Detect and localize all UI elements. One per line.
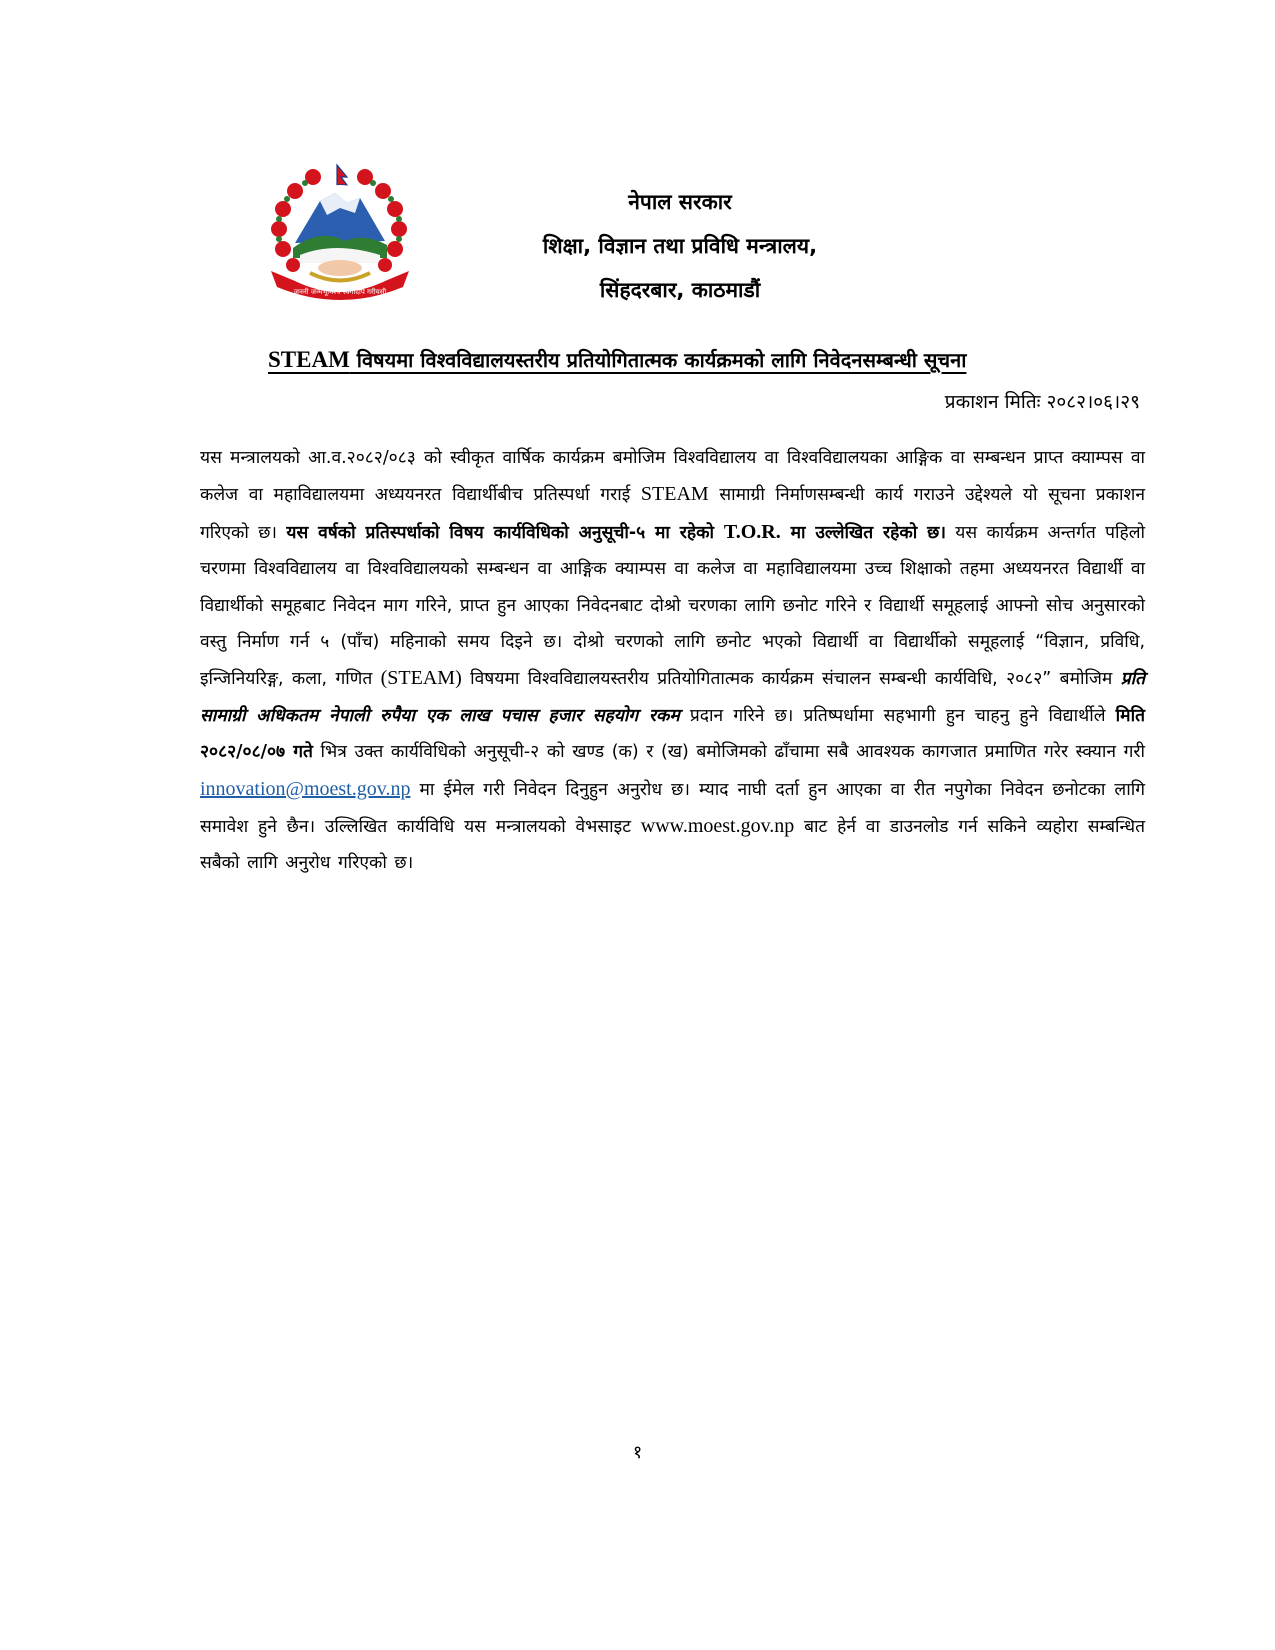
body-text-segment: बाट हेर्न वा डाउनलोड गर्न सकिने व्यहोरा सम्बन्धित सबैको लागि अनुरोध गरिएको छ।	[200, 817, 1145, 874]
publication-date	[945, 388, 1140, 414]
body-text-grant-amount: प्रति सामाग्री अधिकतम नेपाली रुपैया एक लाख पचास हजार सहयोग रकम	[200, 669, 1145, 726]
body-text-segment: भित्र उक्त कार्यविधिको अनुसूची-२ को खण्ड (क) र (ख) बमोजिमको ढाँचामा सबै आवश्यक कागजात प्रमाणित गरेर स्क्यान गरी	[312, 742, 1146, 763]
body-text-steam: STEAM	[640, 483, 709, 506]
email-link[interactable]: innovation@moest.gov.np	[200, 777, 411, 800]
notice-title	[268, 346, 1168, 373]
ministry-address: सिंहदरबार, काठमाडौं	[599, 278, 761, 302]
body-text-segment: विषयमा विश्वविद्यालयस्तरीय प्रतियोगितात्मक कार्यक्रम संचालन सम्बन्धी कार्यविधि, २०८२” बमोजिम	[461, 669, 1121, 690]
publication-date-label: प्रकाशन मितिः	[944, 391, 1041, 413]
body-text-bold: मा उल्लेखित रहेको छ।	[780, 522, 946, 543]
body-text-segment: मा ईमेल गरी निवेदन दिनुहुन अनुरोध छ। म्याद नाघी दर्ता हुन आएका वा रीत नपुगेका निवेदन छनोटका लागि समावेश हुने छैन। उल्लिखित कार्यविधि यस मन्त्रालयको वेभसाइट	[200, 779, 1145, 838]
publication-date-value: २०८२।०६।२९	[1046, 391, 1140, 413]
body-text-tor: T.O.R.	[723, 520, 781, 543]
page-number: १	[632, 1442, 643, 1463]
body-text-steam: (STEAM)	[380, 667, 462, 690]
website-text: www.moest.gov.np	[640, 815, 795, 838]
body-text-segment: यस कार्यक्रम अन्तर्गत पहिलो चरणमा विश्वविद्यालय वा विश्वविद्यालयको सम्बन्धन वा आङ्गिक क्याम्पस वा कलेज वा महाविद्यालयमा उच्च शिक्षाको तहमा अध्ययनरत विद्यार्थी वा विद्यार्थीको समूहबाट निवेदन माग गरिने, प्राप्त हुन आएका निवेदनबाट दोश्रो चरणका लागि छनोट गरिने र विद्यार्थी समूहलाई आफ्नो सोच अनुसारको वस्तु निर्माण गर्न ५ (पाँच) महिनाको समय दिइने छ। दोश्रो चरणको लागि छनोट भएको विद्यार्थी वा विद्यार्थीको समूहलाई “विज्ञान, प्रविधि, इन्जिनियरिङ्ग, कला, गणित	[200, 522, 1146, 690]
notice-title-text: विषयमा विश्वविद्यालयस्तरीय प्रतियोगितात्मक कार्यक्रमको लागि निवेदनसम्बन्धी सूचना	[349, 348, 967, 372]
nepal-emblem-icon	[265, 163, 415, 308]
emblem-motto: जननी जन्मभूमिश्च स्वर्गादपि गरीयसी	[293, 288, 387, 296]
ministry-name: शिक्षा, विज्ञान तथा प्रविधि मन्त्रालय,	[542, 234, 818, 258]
body-text-segment: प्रदान गरिने छ। प्रतिष्पर्धामा सहभागी हुन चाहनु हुने विद्यार्थीले	[679, 705, 1116, 726]
body-text-deadline: मिति २०८२/०८/०७ गते	[200, 705, 1145, 763]
notice-body-paragraph	[200, 440, 1145, 882]
body-text-segment: सामाग्री निर्माणसम्बन्धी कार्य गराउने उद्देश्यले यो सूचना प्रकाशन गरिएको छ।	[200, 485, 1145, 543]
notice-title-latin: STEAM	[268, 347, 350, 372]
body-text-bold: यस वर्षको प्रतिस्पर्धाको विषय कार्यविधिको अनुसूची-५ मा रहेको	[286, 522, 724, 543]
ministry-header	[470, 180, 890, 312]
government-name: नेपाल सरकार	[628, 190, 732, 214]
body-text-segment: यस मन्त्रालयको आ.व.२०८२/०८३ को स्वीकृत वार्षिक कार्यक्रम बमोजिम विश्वविद्यालय वा विश्वविद्यालयका आङ्गिक वा सम्बन्धन प्राप्त क्याम्पस वा कलेज वा महाविद्यालयमा अध्ययनरत विद्यार्थीबीच प्रतिस्पर्धा गराई	[200, 448, 1145, 506]
